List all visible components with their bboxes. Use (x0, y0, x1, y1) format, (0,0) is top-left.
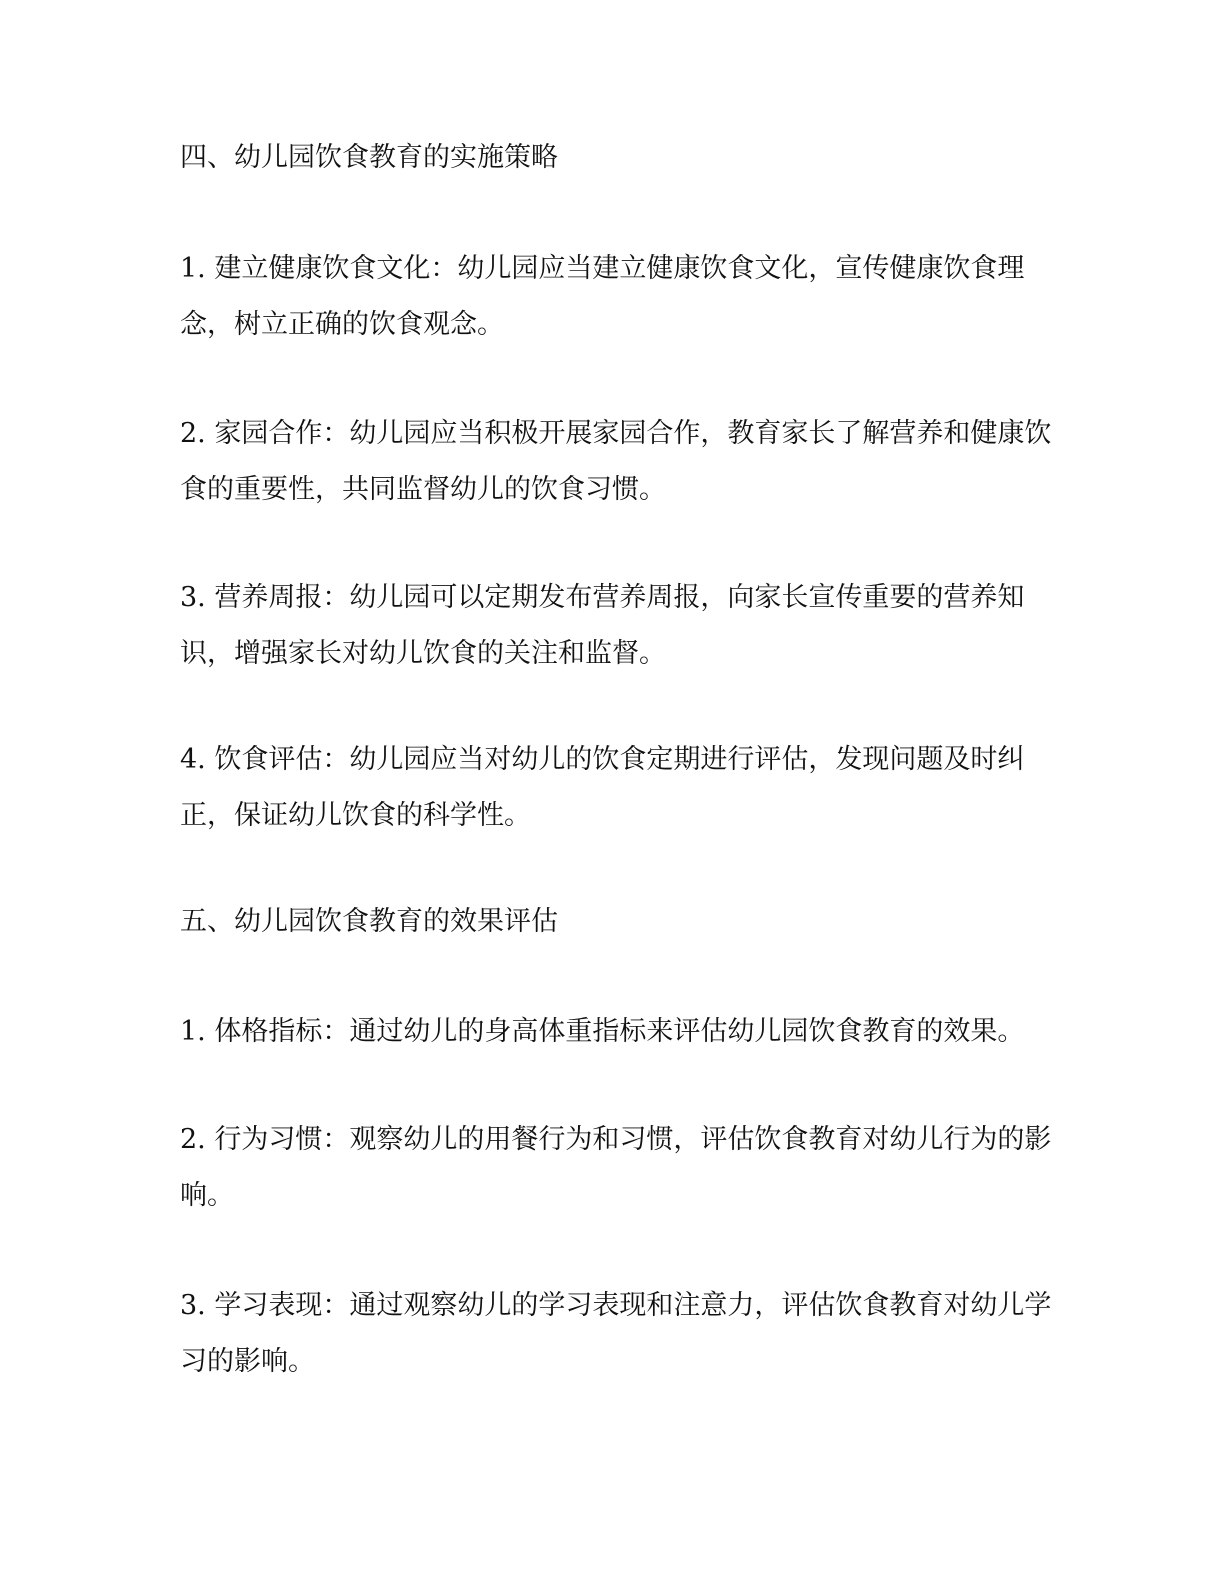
section-4-heading: 四、幼儿园饮食教育的实施策略 (180, 142, 558, 173)
section-5-item-3: 3. 学习表现：通过观察幼儿的学习表现和注意力，评估饮食教育对幼儿学习的影响。 (180, 1290, 1052, 1377)
section-4-item-2: 2. 家园合作：幼儿园应当积极开展家园合作，教育家长了解营养和健康饮食的重要性，共同监督幼儿的饮食习惯。 (180, 418, 1052, 505)
section-4-item-3: 3. 营养周报：幼儿园可以定期发布营养周报，向家长宣传重要的营养知识，增强家长对幼儿饮食的关注和监督。 (180, 582, 1025, 669)
section-4-item-4: 4. 饮食评估：幼儿园应当对幼儿的饮食定期进行评估，发现问题及时纠正，保证幼儿饮食的科学性。 (180, 744, 1025, 831)
section-4-item-1: 1. 建立健康饮食文化：幼儿园应当建立健康饮食文化，宣传健康饮食理念，树立正确的饮食观念。 (180, 253, 1025, 340)
section-5-item-2: 2. 行为习惯：观察幼儿的用餐行为和习惯，评估饮食教育对幼儿行为的影响。 (180, 1124, 1052, 1211)
section-5-item-1: 1. 体格指标：通过幼儿的身高体重指标来评估幼儿园饮食教育的效果。 (180, 1016, 1025, 1047)
section-5-heading: 五、幼儿园饮食教育的效果评估 (180, 906, 558, 937)
